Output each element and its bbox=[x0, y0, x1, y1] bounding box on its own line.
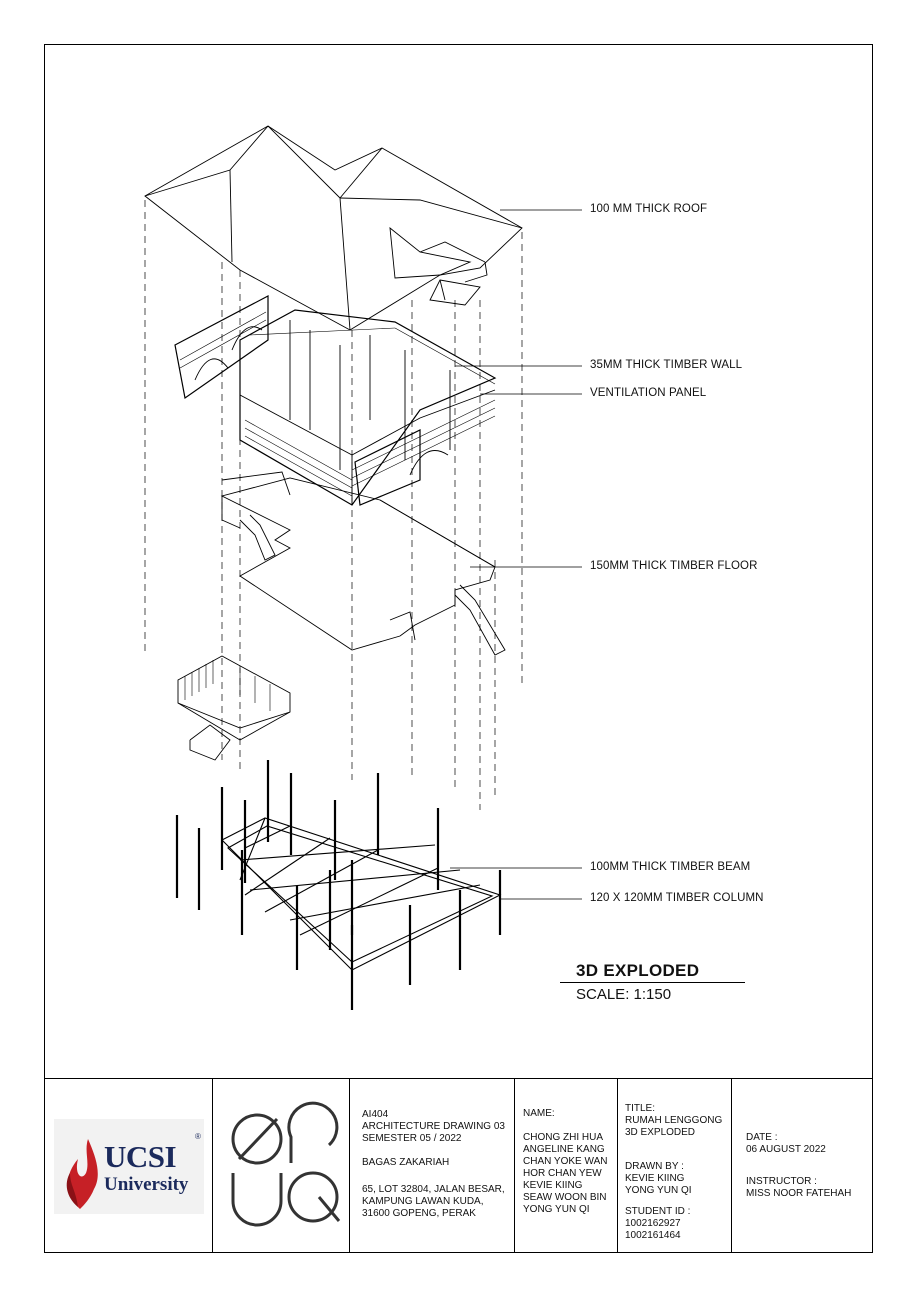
course-code: AI404 bbox=[362, 1109, 389, 1120]
student-id-heading: STUDENT ID : bbox=[625, 1206, 691, 1217]
flame-icon bbox=[56, 1123, 104, 1213]
drawing-title-cell bbox=[618, 1079, 732, 1253]
names-heading: NAME: bbox=[523, 1108, 555, 1119]
student-id: 1002162927 bbox=[625, 1218, 681, 1229]
logo-cell bbox=[44, 1079, 213, 1253]
drawing-title-line-2: 3D EXPLODED bbox=[625, 1127, 696, 1138]
view-title-underline bbox=[560, 982, 745, 983]
drawn-by-name: KEVIE KIING bbox=[625, 1173, 685, 1184]
wall-layer bbox=[175, 296, 495, 505]
student-id: 1002161464 bbox=[625, 1230, 681, 1241]
course-cell bbox=[350, 1079, 515, 1253]
project-name: BAGAS ZAKARIAH bbox=[362, 1157, 450, 1168]
label-roof: 100 MM THICK ROOF bbox=[590, 203, 708, 215]
monogram-logo bbox=[225, 1097, 345, 1237]
member-name: SEAW WOON BIN bbox=[523, 1192, 607, 1203]
date-cell bbox=[732, 1079, 873, 1253]
member-name: KEVIE KIING bbox=[523, 1180, 583, 1191]
monogram-cell bbox=[213, 1079, 350, 1253]
deck-layer bbox=[178, 656, 290, 760]
view-title: 3D EXPLODED bbox=[576, 961, 700, 980]
course-semester: SEMESTER 05 / 2022 bbox=[362, 1133, 462, 1144]
drawn-by-name: YONG YUN QI bbox=[625, 1185, 692, 1196]
address-line-3: 31600 GOPENG, PERAK bbox=[362, 1208, 476, 1219]
projection-lines bbox=[145, 200, 522, 810]
date-heading: DATE : bbox=[746, 1132, 778, 1143]
floor-layer bbox=[222, 472, 505, 655]
view-scale: SCALE: 1:150 bbox=[576, 986, 672, 1003]
drawing-title-line-1: RUMAH LENGGONG bbox=[625, 1115, 723, 1126]
registered-mark: ® bbox=[195, 1132, 201, 1141]
ucsi-logo bbox=[54, 1119, 204, 1214]
logo-wordmark: UCSI bbox=[104, 1139, 177, 1174]
drawn-by-heading: DRAWN BY : bbox=[625, 1161, 684, 1172]
names-cell bbox=[515, 1079, 618, 1253]
title-block bbox=[44, 1078, 873, 1253]
address-line-1: 65, LOT 32804, JALAN BESAR, bbox=[362, 1184, 505, 1195]
instructor-name: MISS NOOR FATEHAH bbox=[746, 1188, 852, 1199]
column-layer bbox=[177, 760, 500, 1010]
label-timber-beam: 100MM THICK TIMBER BEAM bbox=[590, 861, 751, 873]
label-timber-floor: 150MM THICK TIMBER FLOOR bbox=[590, 560, 758, 572]
instructor-heading: INSTRUCTOR : bbox=[746, 1176, 817, 1187]
beam-layer bbox=[222, 818, 500, 970]
label-ventilation-panel: VENTILATION PANEL bbox=[590, 387, 707, 399]
member-name: CHONG ZHI HUA bbox=[523, 1132, 603, 1143]
date-value: 06 AUGUST 2022 bbox=[746, 1144, 826, 1155]
member-name: HOR CHAN YEW bbox=[523, 1168, 602, 1179]
label-timber-column: 120 X 120MM TIMBER COLUMN bbox=[590, 892, 764, 904]
address-line-2: KAMPUNG LAWAN KUDA, bbox=[362, 1196, 484, 1207]
logo-subtitle: University bbox=[104, 1174, 189, 1195]
label-timber-wall: 35MM THICK TIMBER WALL bbox=[590, 359, 743, 371]
member-name: ANGELINE KANG bbox=[523, 1144, 605, 1155]
member-name: YONG YUN QI bbox=[523, 1204, 590, 1215]
title-heading: TITLE: bbox=[625, 1103, 656, 1114]
member-name: CHAN YOKE WAN bbox=[523, 1156, 608, 1167]
roof-layer bbox=[145, 126, 522, 330]
course-name: ARCHITECTURE DRAWING 03 bbox=[362, 1121, 505, 1132]
leader-lines bbox=[380, 210, 582, 899]
